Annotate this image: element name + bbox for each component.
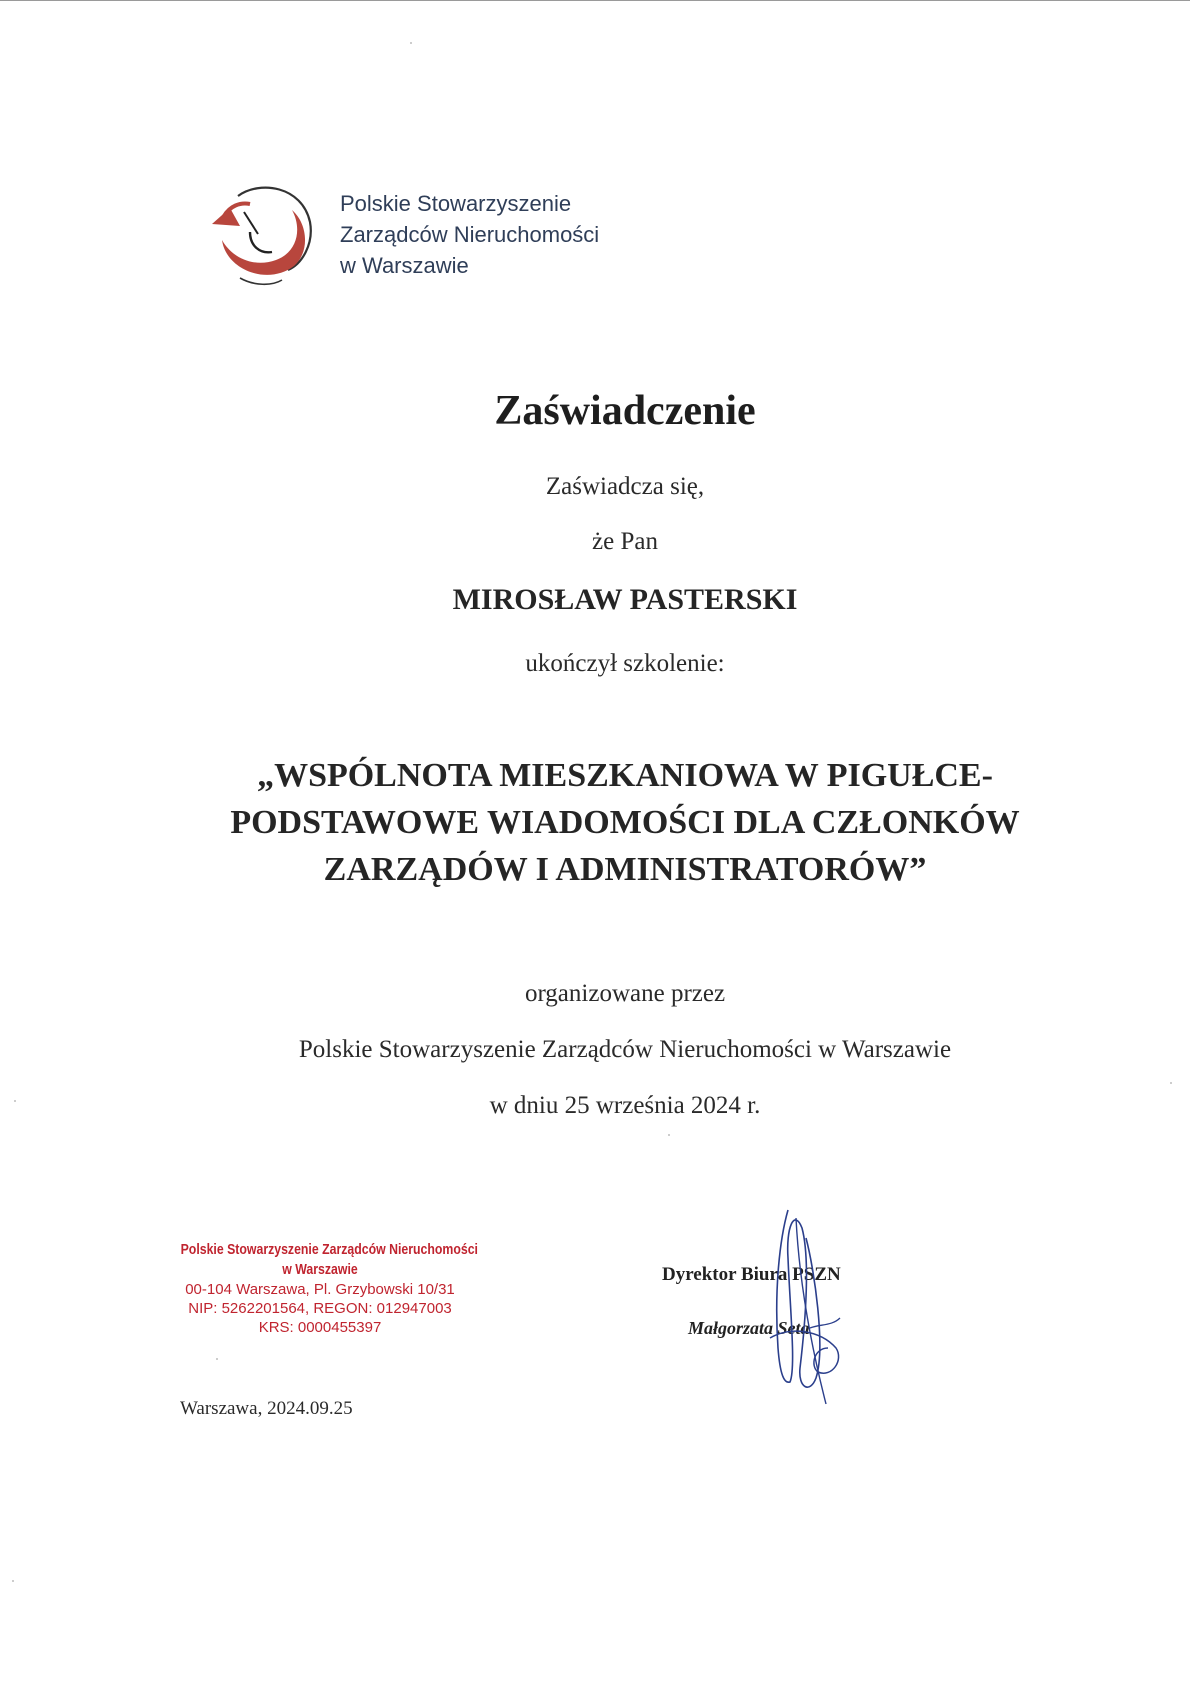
signatory-name: Małgorzata Seta bbox=[688, 1318, 810, 1338]
stamp-name-line-1: Polskie Stowarzyszenie Zarządców Nieruchomości bbox=[180, 1241, 478, 1258]
pszn-logo-icon bbox=[210, 182, 320, 288]
organizer-line: Polskie Stowarzyszenie Zarządców Nieruchomości w Warszawie bbox=[298, 1036, 952, 1063]
course-title-line-1: „WSPÓLNOTA MIESZKANIOWA W PIGUŁCE- bbox=[257, 757, 993, 794]
signatory-role: Dyrektor Biura PSZN bbox=[662, 1264, 841, 1285]
scan-speck bbox=[216, 1358, 218, 1360]
org-name-line-3: w Warszawie bbox=[340, 253, 469, 278]
certificate-title: Zaświadczenie bbox=[494, 388, 756, 434]
course-title-line-3: ZARZĄDÓW I ADMINISTRATORÓW” bbox=[323, 851, 927, 888]
scan-speck bbox=[410, 42, 412, 44]
date-line: w dniu 25 września 2024 r. bbox=[489, 1092, 761, 1119]
completed-line: ukończył szkolenie: bbox=[525, 650, 725, 677]
scan-speck bbox=[1170, 1082, 1172, 1084]
handwritten-signature-icon bbox=[740, 1198, 850, 1408]
place-and-date: Warszawa, 2024.09.25 bbox=[180, 1398, 353, 1419]
organization-stamp bbox=[150, 1240, 490, 1337]
scan-top-edge bbox=[0, 0, 1190, 5]
scan-speck bbox=[668, 1134, 670, 1136]
organization-logo bbox=[210, 182, 320, 288]
stamp-address: 00-104 Warszawa, Pl. Grzybowski 10/31 bbox=[185, 1281, 455, 1298]
organized-by-line: organizowane przez bbox=[524, 980, 726, 1007]
course-title bbox=[0, 752, 1190, 893]
stamp-ids: NIP: 5262201564, REGON: 012947003 bbox=[188, 1300, 452, 1317]
scan-speck bbox=[12, 1580, 14, 1582]
org-name-line-2: Zarządców Nieruchomości bbox=[340, 222, 600, 247]
organization-header bbox=[340, 188, 599, 281]
stamp-krs: KRS: 0000455397 bbox=[258, 1319, 382, 1336]
recipient-name: MIROSŁAW PASTERSKI bbox=[452, 583, 798, 616]
course-title-line-2: PODSTAWOWE WIADOMOŚCI DLA CZŁONKÓW bbox=[230, 804, 1020, 841]
scan-speck bbox=[14, 1100, 16, 1102]
org-name-line-1: Polskie Stowarzyszenie bbox=[340, 191, 572, 216]
stamp-name-line-2: w Warszawie bbox=[282, 1261, 358, 1278]
that-mr-line: że Pan bbox=[592, 528, 658, 555]
certifies-line: Zaświadcza się, bbox=[545, 473, 705, 500]
